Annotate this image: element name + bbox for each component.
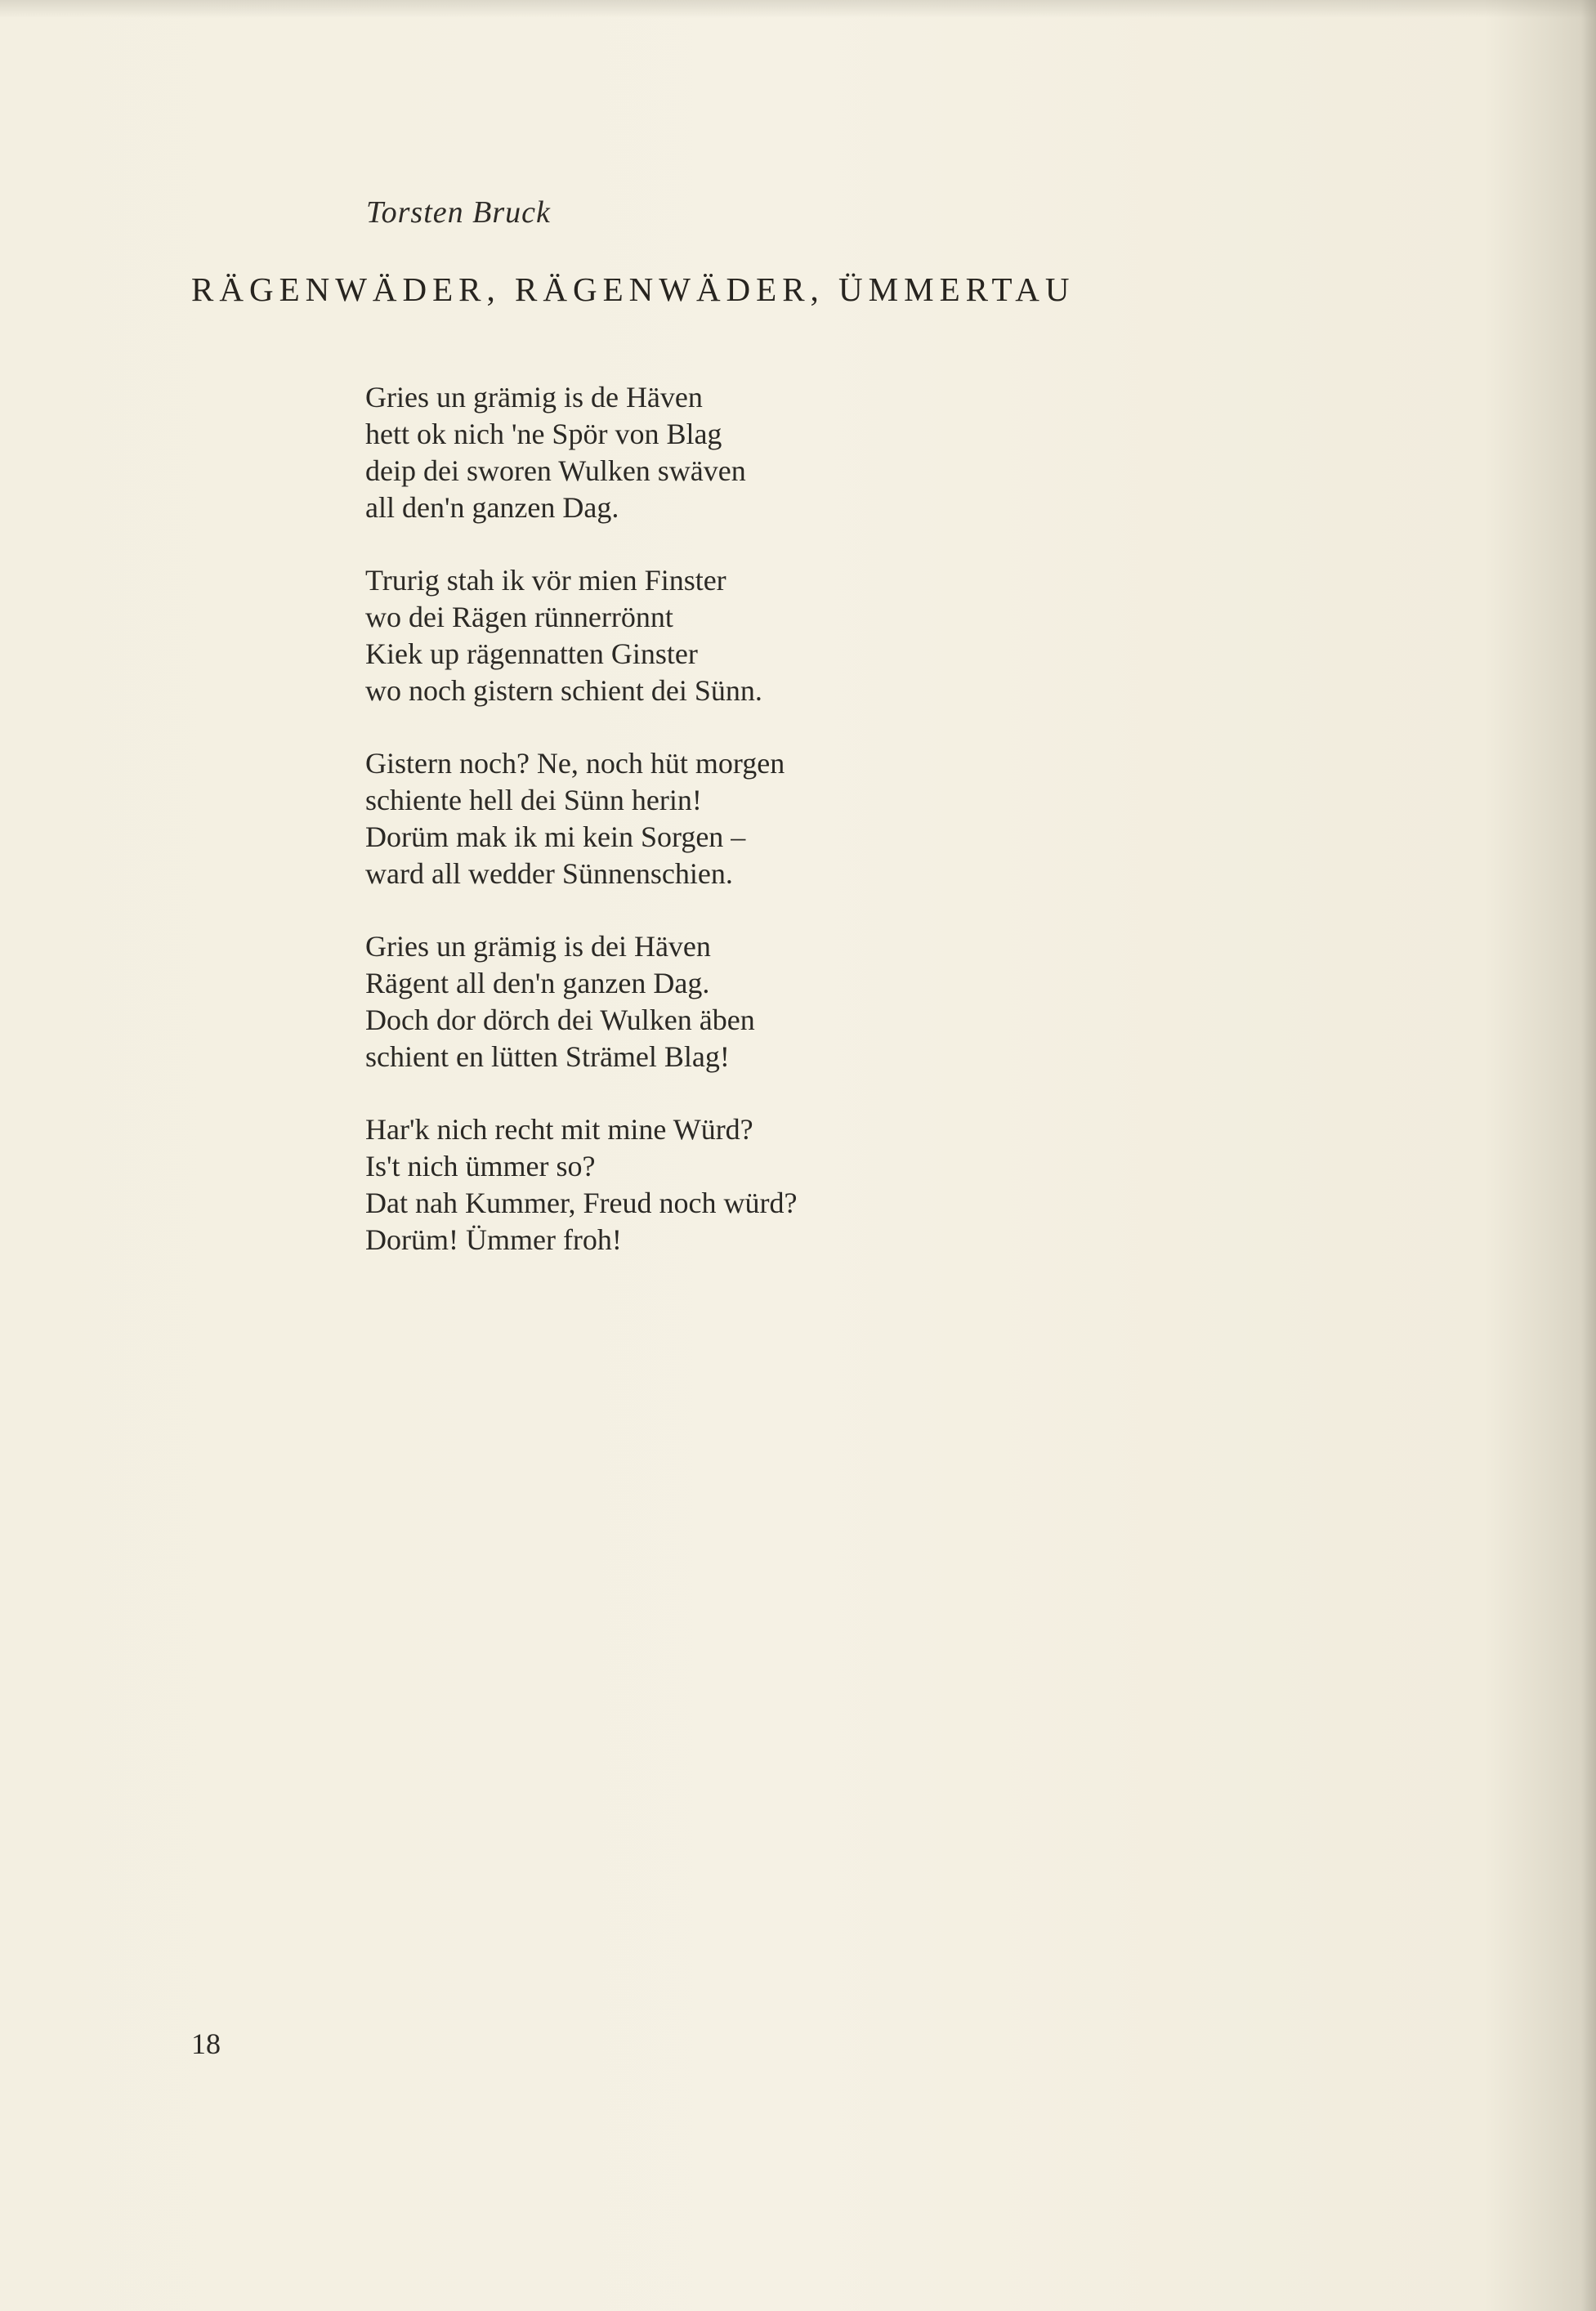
stanza <box>365 745 1101 892</box>
poem-line: Dorüm mak ik mi kein Sorgen – <box>365 820 746 853</box>
poem-line: Trurig stah ik vör mien Finster <box>365 564 726 597</box>
poem-line: ward all wedder Sünnenschien. <box>365 857 733 890</box>
stanza <box>365 1111 1101 1258</box>
poem-title: RÄGENWÄDER, RÄGENWÄDER, ÜMMERTAU <box>191 270 1075 308</box>
poem-body <box>365 379 1101 1294</box>
stanza <box>365 562 1101 709</box>
poem-line: deip dei sworen Wulken swäven <box>365 454 746 487</box>
poem-line: schiente hell dei Sünn herin! <box>365 784 702 816</box>
page-binding-edge <box>1581 0 1596 2311</box>
poem-line: Doch dor dörch dei Wulken äben <box>365 1004 755 1036</box>
poem-line: Kiek up rägennatten Ginster <box>365 637 698 670</box>
poem-line: all den'n ganzen Dag. <box>365 491 619 524</box>
stanza <box>365 379 1101 526</box>
poem-line: wo dei Rägen rünnerrönnt <box>365 601 673 633</box>
poem-line: wo noch gistern schient dei Sünn. <box>365 674 762 707</box>
poem-line: Har'k nich recht mit mine Würd? <box>365 1113 753 1146</box>
page-number: 18 <box>191 2027 221 2060</box>
page-top-shadow <box>0 0 1596 18</box>
poem-line: Dat nah Kummer, Freud noch würd? <box>365 1187 798 1219</box>
poem-line: schient en lütten Strämel Blag! <box>365 1040 730 1073</box>
poem-line: Dorüm! Ümmer froh! <box>365 1223 622 1256</box>
poem-line: Gistern noch? Ne, noch hüt morgen <box>365 747 785 780</box>
stanza <box>365 928 1101 1075</box>
poem-line: Is't nich ümmer so? <box>365 1150 596 1182</box>
poem-line: Rägent all den'n ganzen Dag. <box>365 967 710 999</box>
poem-line: Gries un grämig is de Häven <box>365 381 703 413</box>
poem-line: Gries un grämig is dei Häven <box>365 930 711 963</box>
poem-line: hett ok nich 'ne Spör von Blag <box>365 418 722 450</box>
author-name: Torsten Bruck <box>366 195 551 230</box>
